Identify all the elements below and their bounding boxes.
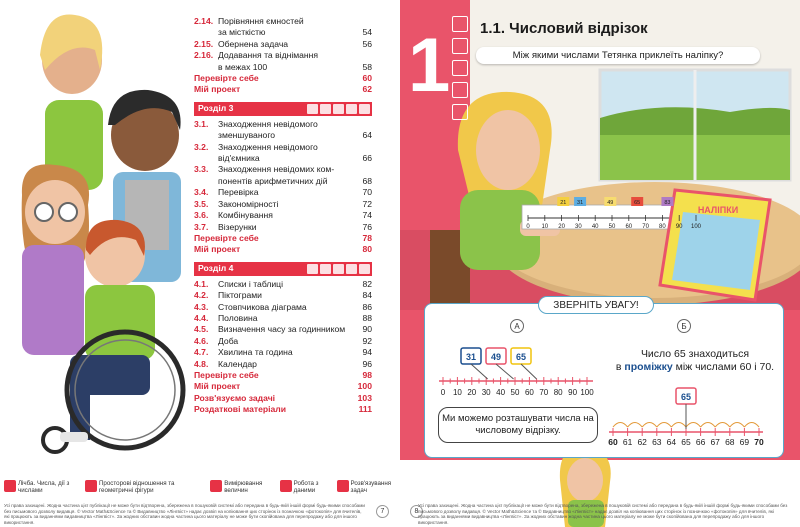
toc-title: Розв'язуємо задачі	[194, 392, 276, 403]
toc-number: 3.6.	[194, 210, 209, 221]
toc-row[interactable]	[194, 313, 372, 324]
ruler-tick-label: 90	[675, 224, 683, 230]
keyword-interval: проміжку	[624, 361, 673, 373]
shapes-icon	[320, 104, 331, 114]
toc-row[interactable]	[194, 16, 372, 27]
data-icon	[452, 82, 468, 98]
line-tick-label: 67	[710, 437, 720, 447]
toc-row[interactable]	[194, 222, 372, 233]
toc-page: 88	[362, 312, 372, 323]
toc-row[interactable]	[194, 27, 372, 38]
toc-row[interactable]	[194, 142, 372, 153]
measure-icon	[452, 60, 468, 76]
numbers-icon	[307, 104, 318, 114]
toc-number: 4.3.	[194, 301, 209, 312]
lesson-title: 1.1. Числовий відрізок	[480, 20, 648, 37]
line-tick-label: 64	[666, 437, 677, 447]
ruler-sticker-label: 83	[664, 200, 671, 206]
toc-page: 72	[362, 198, 372, 209]
step-arc	[701, 423, 716, 428]
pointer-arrow	[521, 364, 537, 379]
shapes-icon	[85, 480, 97, 492]
ruler-tick-label: 30	[575, 224, 582, 230]
children-illustration	[0, 0, 190, 475]
toc-title: Стовпчикова діаграма	[218, 301, 307, 312]
measure-icon	[210, 480, 222, 492]
toc-title: понентів арифметичних дій	[218, 175, 328, 186]
section-3-header: Розділ 3	[194, 102, 372, 116]
toc-page: 66	[362, 153, 372, 164]
line-tick-label: 62	[637, 437, 647, 447]
toc-number: 4.5.	[194, 324, 209, 335]
toc-check-yourself[interactable]: Перевірте себе 78	[194, 232, 372, 243]
line-tick-label: 69	[739, 437, 750, 447]
toc-page: 56	[362, 38, 372, 49]
toc-check-yourself[interactable]: Перевірте себе 60	[194, 73, 372, 84]
line-tick-label: 66	[695, 437, 706, 447]
toc-number: 3.7.	[194, 221, 209, 232]
toc-row[interactable]	[194, 393, 372, 404]
step-arc	[642, 423, 657, 428]
toc-page: 98	[362, 369, 372, 380]
problem-icon	[337, 480, 349, 492]
toc-row[interactable]	[194, 279, 372, 290]
sticker-board-title: НАЛІПКИ	[697, 205, 739, 215]
toc-row[interactable]	[194, 119, 372, 130]
toc-row[interactable]	[194, 302, 372, 313]
toc-page: 70	[362, 187, 372, 198]
toc-page: 92	[362, 335, 372, 346]
toc-row[interactable]	[194, 62, 372, 73]
toc-title: в межах 100	[218, 61, 268, 72]
step-arc	[730, 423, 745, 428]
toc-number: 2.14.	[194, 16, 214, 26]
line-tick-label: 90	[568, 388, 578, 397]
data-icon	[346, 104, 357, 114]
numbers-icon	[4, 480, 16, 492]
toc-number: 4.2.	[194, 290, 209, 301]
toc-title: Хвилина та година	[218, 347, 293, 358]
toc-page: 76	[362, 221, 372, 232]
ruler-tick-label: 10	[541, 224, 549, 230]
line-tick-label: 80	[553, 388, 563, 397]
step-arc	[628, 423, 643, 428]
shapes-icon	[320, 264, 331, 274]
ruler-tick-label: 20	[558, 224, 565, 230]
toc-number: 4.4.	[194, 312, 209, 323]
line-tick-label: 60	[524, 388, 534, 397]
chapter-number: 1	[408, 23, 451, 108]
toc-row[interactable]	[194, 50, 372, 61]
step-arc	[744, 423, 759, 428]
toc-page: 68	[362, 175, 372, 186]
topic-icons	[452, 16, 468, 120]
toc-row[interactable]	[194, 359, 372, 370]
question-banner: Між якими числами Тетянка приклеїть наліпку?	[476, 47, 760, 64]
toc-page: 84	[362, 290, 372, 301]
toc-page: 94	[362, 347, 372, 358]
toc-my-project[interactable]: Мій проект 80	[194, 244, 372, 255]
copyright-note: Усі права захищені. Жодна частина цієї публікації не може бути відтворена, збережена в пошуковій системі або передана в будь-якій іншій формі будь-якими способами без письмового дозволу видавця. © Vector Math&Science та © Видавництво «Лінгвіст» надає дозвіл на копіювання цих сторінок із позначкою «фотокопія» для вчителів, які працюють за виданнями видавництва «Лінгвіст». За жодних обставин жодна частина цього матеріалу не може бути скопійована для перепродажу або для іншого використання.	[418, 503, 788, 525]
toc-row[interactable]	[194, 290, 372, 301]
toc-page: 111	[358, 404, 372, 415]
toc-row[interactable]	[194, 199, 372, 210]
toc-row[interactable]	[194, 39, 372, 50]
toc-page: 74	[362, 210, 372, 221]
ruler-tick-label: 80	[659, 224, 666, 230]
ruler-sticker-label: 49	[607, 200, 614, 206]
toc-title: Доба	[218, 335, 239, 346]
toc-number: 4.8.	[194, 358, 209, 369]
line-tick-label: 70	[539, 388, 549, 397]
legend-item: Розв'язування задач	[337, 480, 396, 502]
toc-row[interactable]	[194, 130, 372, 141]
line-tick-label: 65	[681, 437, 691, 447]
toc-title: Знаходження невідомих ком-	[218, 164, 335, 175]
toc-title: Перевірте себе	[194, 369, 259, 380]
line-tick-label: 63	[652, 437, 662, 447]
toc-number: 4.7.	[194, 347, 209, 358]
legend	[4, 480, 396, 502]
toc-page: 64	[362, 130, 372, 141]
label-a: А	[510, 319, 524, 333]
toc-title: Знаходження невідомого	[218, 141, 318, 152]
toc-number: 4.1.	[194, 278, 209, 289]
number-sticker-label: 49	[490, 352, 502, 362]
toc-number: 3.4.	[194, 187, 209, 198]
toc-page: 82	[362, 278, 372, 289]
toc-number: 3.1.	[194, 118, 209, 129]
toc-row[interactable]	[194, 404, 372, 415]
toc-title: від'ємника	[218, 153, 260, 164]
measure-icon	[333, 264, 344, 274]
step-arc	[657, 423, 672, 428]
toc-title: Списки і таблиці	[218, 278, 284, 289]
toc-title: Візерунки	[218, 221, 257, 232]
ruler-tick-label: 40	[591, 224, 599, 230]
step-arc	[686, 423, 701, 428]
ruler-tick-label: 60	[625, 224, 633, 230]
toc-row[interactable]	[194, 210, 372, 221]
toc-number: 3.3.	[194, 164, 209, 175]
info-text: Число 65 знаходиться в проміжку між числами 60 і 70.	[615, 348, 775, 373]
pointer-arrow	[496, 364, 514, 379]
toc-title: Закономірності	[218, 198, 279, 209]
legend-item: Вимірювання величин	[210, 480, 273, 502]
legend-item: Лічба. Числа, дії з числами	[4, 480, 79, 502]
toc-page: 58	[362, 61, 372, 72]
page-number: 7	[376, 505, 389, 518]
shapes-icon	[452, 38, 468, 54]
toc-my-project[interactable]: Мій проект 62	[194, 84, 372, 95]
toc-page: 86	[362, 301, 372, 312]
toc-row[interactable]	[194, 153, 372, 164]
line-tick-label: 20	[467, 388, 477, 397]
toc-title: Календар	[218, 358, 257, 369]
toc-title: зменшуваного	[218, 130, 276, 141]
number-sticker-label: 65	[515, 352, 527, 362]
attention-title: ЗВЕРНІТЬ УВАГУ!	[538, 296, 654, 314]
pointer-arrow	[471, 364, 488, 379]
legend-item: Просторові відношення та геометричні фігури	[85, 480, 204, 502]
toc-title: Порівняння ємностей	[218, 16, 304, 26]
toc-title: Знаходження невідомого	[218, 118, 318, 129]
ruler-tick-label: 100	[690, 224, 702, 230]
toc-title: Половина	[218, 312, 258, 323]
legend-item: Робота з даними	[280, 480, 331, 502]
step-arc	[715, 423, 730, 428]
toc-number: 3.2.	[194, 141, 209, 152]
line-tick-label: 100	[580, 388, 594, 397]
problem-icon	[359, 264, 370, 274]
line-tick-label: 60	[608, 437, 618, 447]
toc-title: за місткістю	[218, 27, 266, 38]
copyright-note: Усі права захищені. Жодна частина цієї публікації не може бути відтворена, збережена в пошуковій системі або передана в будь-якій іншій формі будь-якими способами без письмового дозволу видавця. © Vector Math&Science та © Видавництво «Лінгвіст» надає дозвіл на копіювання цих сторінок із позначкою «фотокопія» для вчителів, які працюють за виданнями видавництва «Лінгвіст». За жодних обставин жодна частина цього матеріалу не може бути скопійована для перепродажу або для іншого використання.	[4, 503, 365, 525]
toc-title: Додавання та віднімання	[218, 50, 319, 61]
toc-title: Роздаткові матеріали	[194, 404, 287, 415]
step-arc	[613, 423, 628, 428]
toc-number: 4.6.	[194, 335, 209, 346]
table-of-contents	[194, 16, 372, 416]
toc-title: Визначення часу за годинником	[218, 324, 346, 335]
numbers-icon	[307, 264, 318, 274]
measure-icon	[333, 104, 344, 114]
ruler-tick-label: 50	[608, 224, 616, 230]
toc-number: 3.5.	[194, 198, 209, 209]
toc-row[interactable]	[194, 176, 372, 187]
toc-row[interactable]	[194, 347, 372, 358]
toc-row[interactable]	[194, 187, 372, 198]
ruler-sticker-label: 65	[634, 200, 641, 206]
toc-title: Обернена задача	[218, 38, 289, 49]
problem-icon	[452, 104, 468, 120]
line-tick-label: 30	[481, 388, 491, 397]
numbers-icon	[452, 16, 468, 32]
toc-row[interactable]	[194, 381, 372, 392]
line-tick-label: 50	[510, 388, 520, 397]
toc-title: Піктограми	[218, 290, 262, 301]
ruler-tick-label: 70	[642, 224, 649, 230]
toc-page: 90	[362, 324, 372, 335]
step-arc	[671, 423, 686, 428]
ruler-sticker-label: 21	[560, 200, 567, 206]
toc-page: 96	[362, 358, 372, 369]
data-icon	[280, 480, 292, 492]
toc-title: Комбінування	[218, 210, 273, 221]
number-sticker-label: 31	[465, 352, 477, 362]
ruler-tick-label: 0	[526, 224, 530, 230]
ruler-sticker-label: 31	[577, 200, 584, 206]
toc-number: 2.15.	[194, 38, 214, 49]
attention-panel	[424, 303, 784, 458]
toc-title: Мій проект	[194, 381, 241, 392]
toc-number: 2.16.	[194, 50, 214, 61]
toc-title: Перевірка	[218, 187, 259, 198]
line-tick-label: 40	[496, 388, 506, 397]
data-icon	[346, 264, 357, 274]
toc-row[interactable]	[194, 164, 372, 175]
line-tick-label: 10	[452, 388, 462, 397]
toc-row[interactable]	[194, 336, 372, 347]
problem-icon	[359, 104, 370, 114]
right-page	[400, 0, 800, 527]
toc-page: 54	[362, 27, 372, 38]
line-tick-label: 0	[440, 388, 446, 397]
line-tick-label: 70	[754, 437, 764, 447]
toc-row[interactable]	[194, 324, 372, 335]
page-number: 8	[410, 505, 423, 518]
toc-row[interactable]	[194, 370, 372, 381]
line-tick-label: 68	[725, 437, 735, 447]
section-4-header: Розділ 4	[194, 262, 372, 276]
toc-page: 100	[357, 381, 372, 392]
number-sticker-label: 65	[680, 392, 692, 402]
label-b: Б	[677, 319, 691, 333]
line-tick-label: 61	[622, 437, 633, 447]
speech-bubble: Ми можемо розташувати числа на числовому відрізку.	[438, 407, 598, 443]
toc-page: 103	[357, 392, 372, 403]
